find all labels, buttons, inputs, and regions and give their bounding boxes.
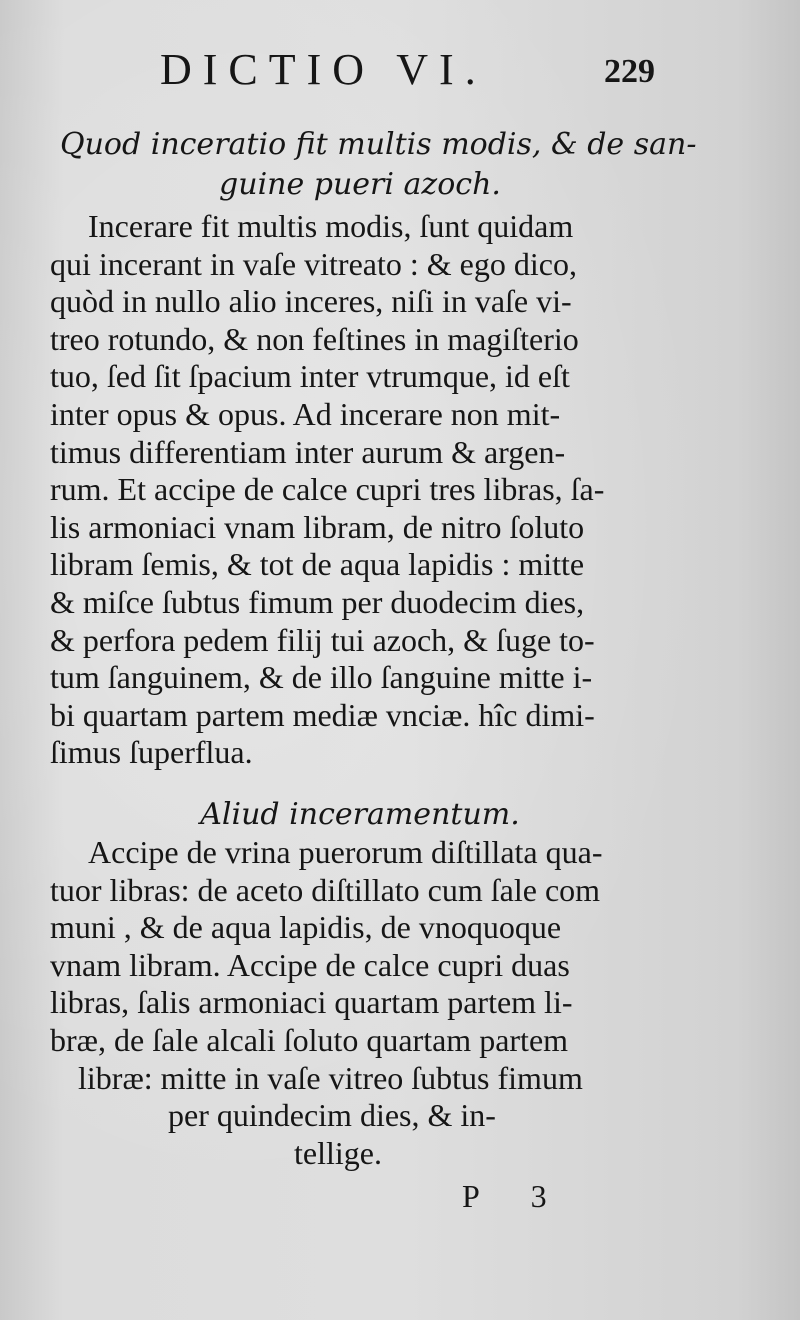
- text-line: tum ſanguinem, & de illo ſanguine mitte i-: [50, 659, 593, 696]
- text-line: bi quartam partem mediæ vnciæ. hîc dimi-: [50, 696, 595, 733]
- heading-line: Aliud inceramentum.: [200, 797, 520, 832]
- text-line: qui incerant in vaſe vitreato : & ego dico,: [50, 245, 577, 282]
- text-line: Incerare fit multis modis, ſunt quidam: [88, 208, 574, 244]
- text-line: bræ, de ſale alcali ſoluto quartam partem: [50, 1021, 569, 1058]
- text-line: & perfora pedem filij tui azoch, & ſuge to-: [50, 621, 595, 658]
- text-line: tuor libras: de aceto diſtillato cum ſale com: [50, 871, 601, 908]
- running-title: DICTIO VI.: [160, 45, 487, 94]
- paragraph-aliud: [50, 834, 660, 1172]
- page-number: 229: [604, 53, 655, 90]
- text-line: & miſce ſubtus fimum per duodecim dies,: [50, 583, 585, 620]
- text-line: libras, ſalis armoniaci quartam partem li-: [50, 984, 573, 1021]
- text-line: timus differentiam inter aurum & argen-: [50, 433, 566, 470]
- paragraph-inceratio: [50, 208, 660, 772]
- text-line: inter opus & opus. Ad incerare non mit-: [50, 395, 561, 432]
- running-head: [0, 44, 800, 94]
- text-line: libram ſemis, & tot de aqua lapidis : mitte: [50, 546, 585, 583]
- heading-line: Quod inceratio fit multis modis, & de san-: [60, 127, 697, 162]
- text-line: treo rotundo, & non feſtines in magiſterio: [50, 320, 579, 357]
- text-line: libræ: mitte in vaſe vitreo ſubtus fimum: [78, 1059, 583, 1096]
- text-line: tuo, ſed ſit ſpacium inter vtrumque, id eſt: [50, 358, 570, 395]
- text-line: quòd in nullo alio inceres, niſi in vaſe vi-: [50, 283, 572, 320]
- heading-line: guine pueri azoch.: [219, 167, 501, 202]
- signature-mark: P 3: [462, 1178, 569, 1214]
- text-line: ſimus ſuperflua.: [50, 734, 253, 771]
- text-line: per quindecim dies, & in-: [168, 1097, 496, 1134]
- text-line: muni , & de aqua lapidis, de vnoquoque: [50, 909, 562, 946]
- text-line: lis armoniaci vnam libram, de nitro ſoluto: [50, 508, 585, 545]
- text-line: Accipe de vrina puerorum diſtillata qua-: [88, 834, 603, 870]
- section-heading-inceratio: [60, 125, 697, 205]
- section-heading-aliud: [60, 795, 660, 835]
- text-line: tellige.: [294, 1134, 382, 1171]
- text-line: rum. Et accipe de calce cupri tres libras, ſa-: [50, 471, 605, 508]
- text-line: vnam libram. Accipe de calce cupri duas: [50, 946, 570, 983]
